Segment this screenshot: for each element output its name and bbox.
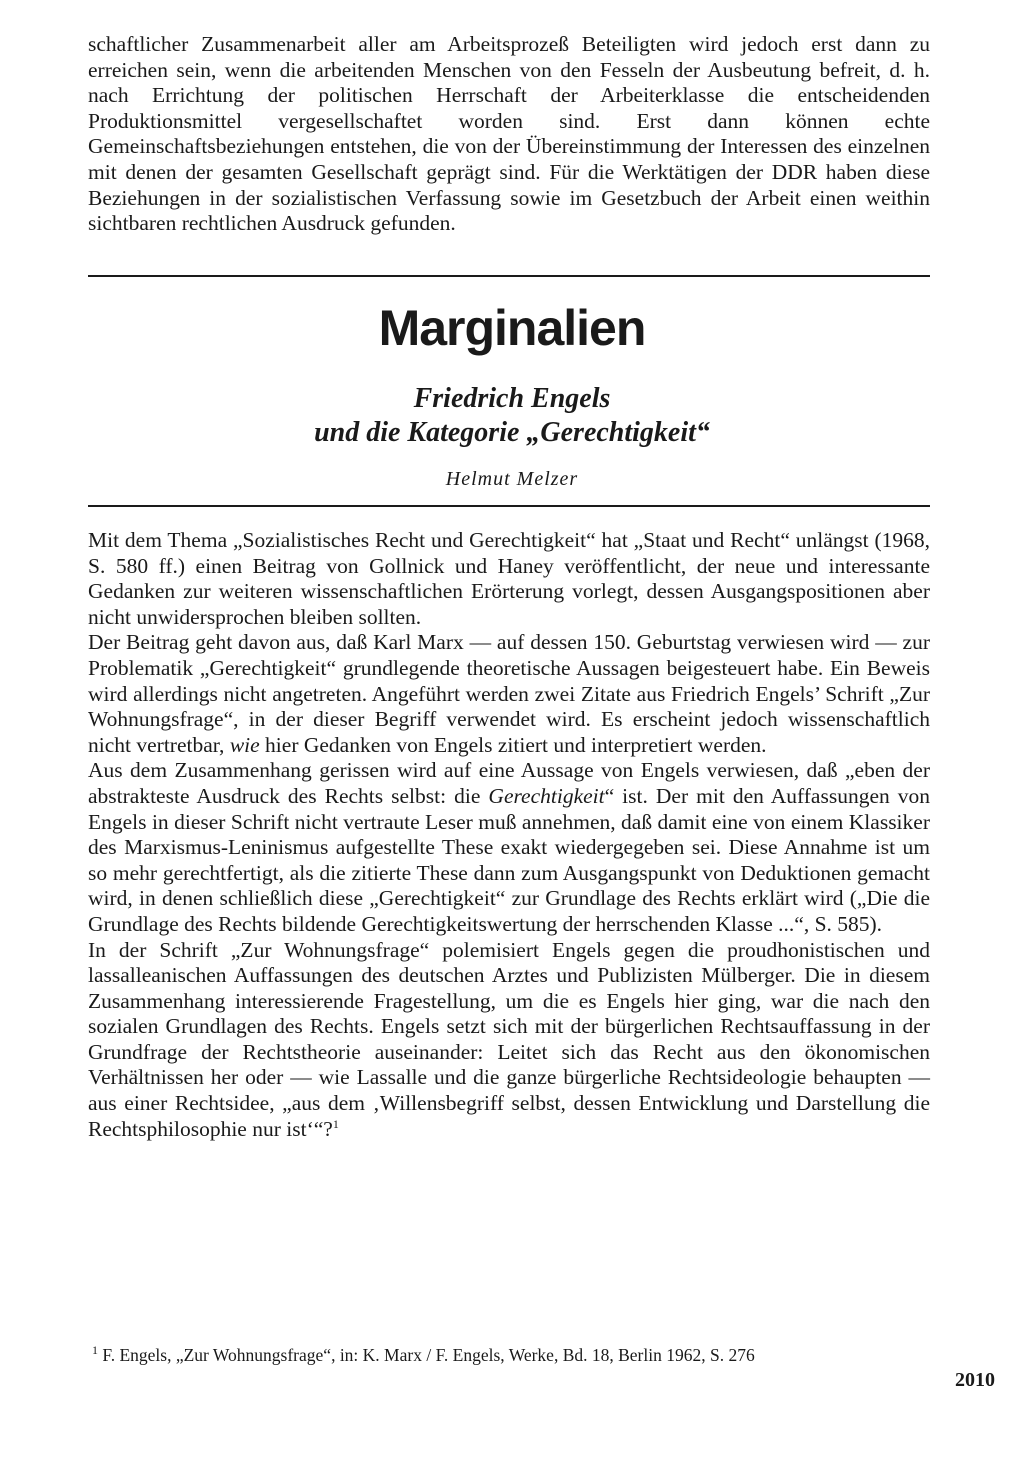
article-title-line-1: Friedrich Engels (413, 383, 611, 414)
footnote-reference: 1 (332, 1116, 339, 1131)
section-divider-top (88, 275, 930, 277)
article-author: Helmut Melzer (445, 468, 579, 490)
article-paragraph-1: Mit dem Thema „Sozialistisches Recht und Gerechtigkeit“ hat „Staat und Recht“ unlängst (1968, S. 580 ff.) einen Beitrag von Gollnick und Haney veröffentlicht, der neue und interessante Gedanken zur weiteren wissenschaftlichen Erörterung vorlegt, dessen Ausgangspositionen aber nicht unwidersprochen bleiben sollten. (88, 528, 930, 629)
continued-paragraph-text: schaftlicher Zusammenarbeit aller am Arbeitsprozeß Beteiligten wird jedoch erst dann zu erreichen sein, wenn die arbeitenden Menschen von den Fesseln der Ausbeutung befreit, d. h. nach Errichtung der politischen Herrschaft der Arbeiterklasse die entscheidenden Produktionsmittel vergesellschaftet worden sind. Erst dann können echte Gemeinschaftsbeziehungen entstehen, die von der Übereinstimmung der Interessen des einzelnen mit denen der gesamten Gesellschaft geprägt sind. Für die Werktätigen der DDR haben diese Beziehungen in der sozialistischen Verfassung sowie im Gesetzbuch der Arbeit einen weithin sichtbaren rechtlichen Ausdruck gefunden. (88, 32, 930, 236)
article-paragraph-3 (88, 758, 930, 937)
emphasis-wie: wie (229, 732, 260, 757)
article-title (0, 382, 1024, 450)
emphasis-gerechtigkeit: Gerechtigkeit (488, 783, 605, 808)
footnote-text: F. Engels, „Zur Wohnungsfrage“, in: K. Marx / F. Engels, Werke, Bd. 18, Berlin 1962, S. 276 (102, 1345, 755, 1365)
section-divider-bottom (88, 505, 930, 507)
paragraph-2-text-before: Der Beitrag geht davon aus, daß Karl Marx — auf dessen 150. Geburtstag verwiesen wird — zur Problematik „Gerechtigkeit“ grundlegende theoretische Aussagen beigesteuert habe. Ein Beweis wird allerdings nicht angetreten. Angeführt werden zwei Zitate aus Friedrich Engels’ Schrift „Zur Wohnungsfrage“, in der dieser Begriff verwendet wird. Es erscheint jedoch wissenschaftlich nicht vertretbar, (88, 630, 930, 757)
article-paragraph-4 (88, 938, 930, 1143)
section-title: Marginalien (378, 300, 646, 356)
article-title-line-2: und die Kategorie „Gerechtigkeit“ (314, 417, 710, 448)
article-body (88, 528, 930, 1142)
article-paragraph-2 (88, 630, 930, 758)
paragraph-3-text-after: “ ist. Der mit den Auffassungen von Engels in dieser Schrift nicht vertraute Leser muß annehmen, daß damit eine von einem Klassiker des Marxismus-Leninismus aufgestellte These exakt wiedergegeben sei. Diese Annahme ist um so mehr gerechtfertigt, als die zitierte These dann zum Ausgangspunkt von Deduktionen gemacht wird, in denen schließlich diese „Gerechtigkeit“ zur Grundlage des Rechts erklärt wird („Die die Grundlage des Rechts bildende Gerechtigkeitswertung der herrschenden Klasse ...“, S. 585). (88, 783, 931, 936)
paragraph-2-text-after: hier Gedanken von Engels zitiert und interpretiert werden. (265, 732, 767, 757)
page-number: 2010 (955, 1369, 995, 1391)
continued-paragraph (88, 32, 930, 237)
paragraph-3-text-before: Aus dem Zusammenhang gerissen wird auf eine Aussage von Engels verwiesen, daß „eben der abstrakteste Ausdruck des Rechts selbst: die (88, 758, 930, 808)
footnote (92, 1344, 930, 1366)
paragraph-4-text: In der Schrift „Zur Wohnungsfrage“ polemisiert Engels gegen die proudhonistischen und lassalleanischen Auffassungen des deutschen Arztes und Publizisten Mülberger. Die in diesem Zusammenhang interessierende Fragestellung, um die es Engels hier ging, war die nach den sozialen Grundlagen des Rechts. Engels setzt sich mit der bürgerlichen Rechtsauffassung in der Grundfrage der Rechtstheorie auseinander: Leitet sich das Recht aus den ökonomischen Verhältnissen her oder — wie Lassalle und die ganze bürgerliche Rechtsideologie behaupten — aus einer Rechtsidee, „aus dem ‚Willensbegriff selbst, dessen Entwicklung und Darstellung die Rechtsphilosophie nur ist‘“? (88, 937, 930, 1141)
footnote-marker: 1 (92, 1343, 98, 1358)
